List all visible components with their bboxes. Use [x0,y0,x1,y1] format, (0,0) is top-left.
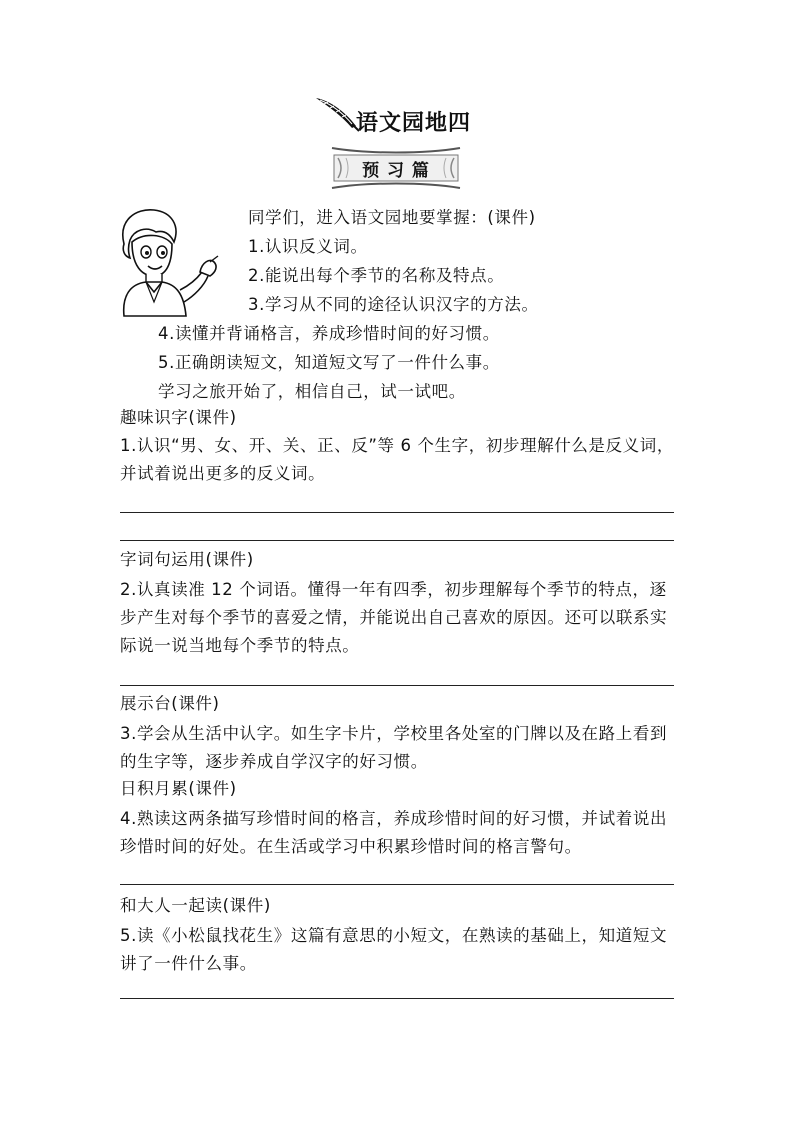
section-heading: 日积月累(课件) [120,779,237,798]
intro-closing: 学习之旅开始了，相信自己，试一试吧。 [158,382,466,401]
section-heading: 字词句运用(课件) [120,550,254,569]
goal-item: 5.正确朗读短文，知道短文写了一件什么事。 [158,353,500,372]
section-heading: 和大人一起读(课件) [120,896,271,915]
section-text: 5.读《小松鼠找花生》这篇有意思的小短文，在熟读的基础上，知道短文讲了一件什么事。 [120,926,668,973]
answer-line [120,884,674,885]
answer-line [120,998,674,999]
section-text: 4.熟读这两条描写珍惜时间的格言，养成珍惜时间的好习惯，并试着说出珍惜时间的好处。在生活或学习中积累珍惜时间的格言警句。 [120,809,668,856]
section-text: 3.学会从生活中认字。如生字卡片，学校里各处室的门牌以及在路上看到的生字等，逐步养成自学汉字的好习惯。 [120,724,668,771]
intro-lead: 同学们，进入语文园地要掌握：(课件) [248,208,536,227]
section-text: 1.认识“男、女、开、关、正、反”等 6 个生字，初步理解什么是反义词，并试着说出更多的反义词。 [120,436,674,483]
page-title: 语文园地四 [356,110,472,136]
teacher-illustration [110,206,226,318]
goal-item: 2.能说出每个季节的名称及特点。 [248,266,505,285]
section-heading: 展示台(课件) [120,694,220,713]
goal-item: 4.读懂并背诵格言，养成珍惜时间的好习惯。 [158,324,500,343]
preview-badge: 预 习 篇 [362,161,430,181]
goal-item: 1.认识反义词。 [248,237,368,256]
answer-line [120,512,674,513]
answer-line [120,685,674,686]
goal-item: 3.学习从不同的途径认识汉字的方法。 [248,295,539,314]
quill-pen-icon [314,96,360,132]
section-heading: 趣味识字(课件) [120,408,237,427]
answer-line [120,540,674,541]
section-text: 2.认真读准 12 个词语。懂得一年有四季，初步理解每个季节的特点，逐步产生对每个季节的喜爱之情，并能说出自己喜欢的原因。还可以联系实际说一说当地每个季节的特点。 [120,580,668,655]
